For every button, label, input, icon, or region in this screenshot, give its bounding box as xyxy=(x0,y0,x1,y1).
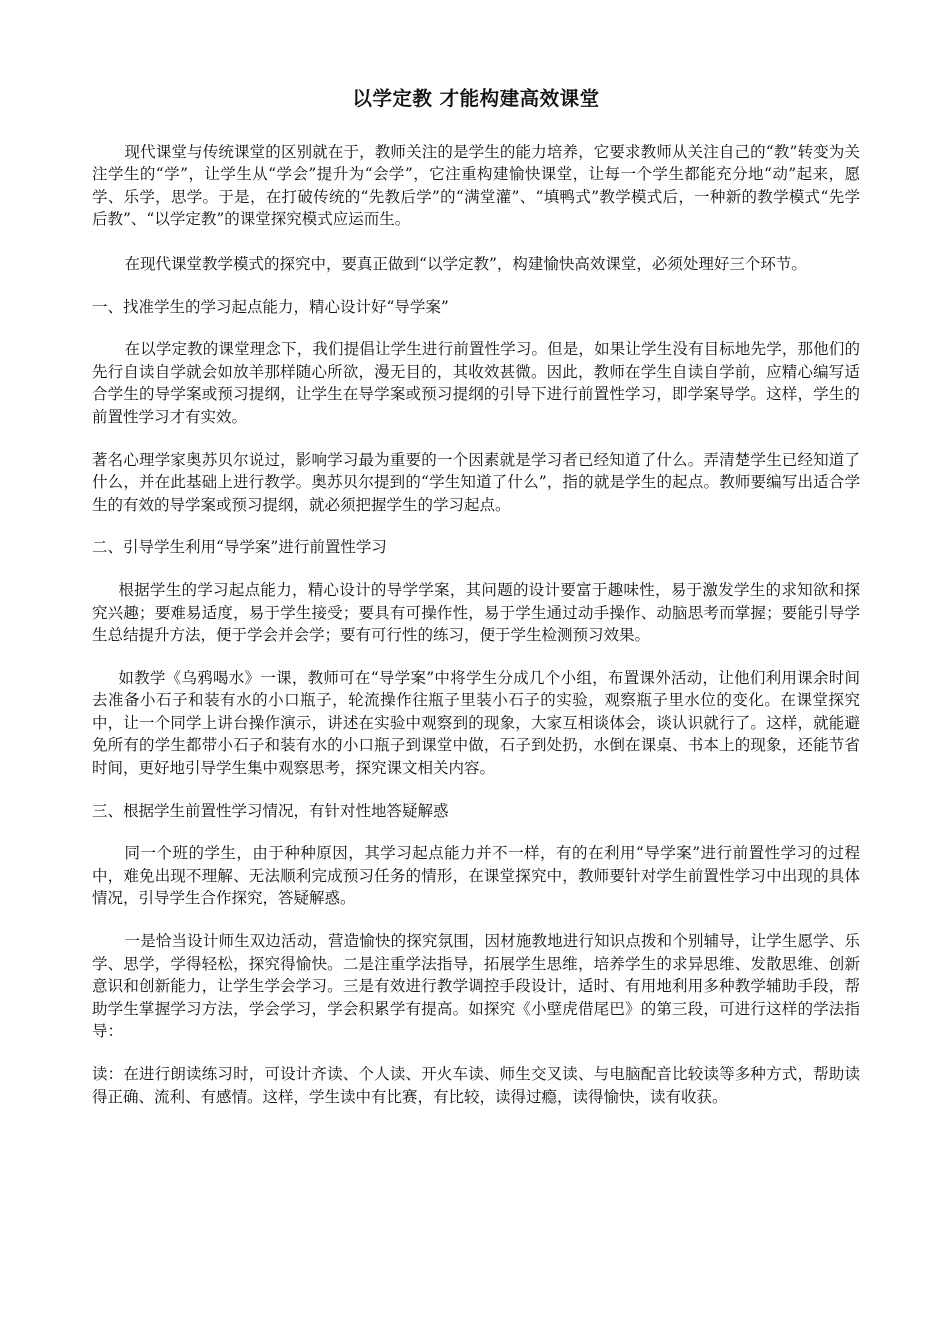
section-heading-3: 三、根据学生前置性学习情况，有针对性地答疑解惑 xyxy=(92,801,449,820)
section-heading-1: 一、找准学生的学习起点能力，精心设计好“导学案” xyxy=(92,297,449,316)
paragraph-three-links: 在现代课堂教学模式的探究中，要真正做到“以学定教”，构建愉快高效课堂，必须处理好三个环节。 xyxy=(124,254,807,273)
paragraph-reading: 读：在进行朗读练习时，可设计齐读、个人读、开火车读、师生交叉读、与电脑配音比较读等多种方式，帮助读得正确、流利、有感情。这样，学生读中有比赛，有比较，读得过瘾，读得愉快，读有收获。 xyxy=(92,1065,860,1106)
document-title: 以学定教 才能构建高效课堂 xyxy=(352,87,600,110)
section-heading-2: 二、引导学生利用“导学案”进行前置性学习 xyxy=(92,538,387,557)
paragraph-pre-study: 在以学定教的课堂理念下，我们提倡让学生进行前置性学习。但是，如果让学生没有目标地先学，那他们的先行自读自学就会如放羊那样随心所欲，漫无目的，其收效甚微。因此，教师在学生自读自学前，应精心编写适合学生的导学案或预习提纲，让学生在导学案或预习提纲的引导下进行前置性学习，即学案导学。这样，学生的前置性学习才有实效。 xyxy=(92,340,860,426)
paragraph-intro: 现代课堂与传统课堂的区别就在于，教师关注的是学生的能力培养，它要求教师从关注自己的“教”转变为关注学生的“学”，让学生从“学会”提升为“会学”，它注重构建愉快课堂，让每一个学生都能充分地“动”起来，愿学、乐学，思学。于是，在打破传统的“先教后学”的“满堂灌”、“填鸭式”教学模式后，一种新的教学模式“先学后教”、“以学定教”的课堂探究模式应运而生。 xyxy=(92,142,860,229)
paragraph-ausubel: 著名心理学家奥苏贝尔说过，影响学习最为重要的一个因素就是学习者已经知道了什么。弄清楚学生已经知道了什么，并在此基础上进行教学。奥苏贝尔提到的“学生知道了什么”，指的就是学生的起点。教师要编写出适合学生的有效的导学案或预习提纲，就必须把握学生的学习起点。 xyxy=(92,450,860,514)
paragraph-crow-example: 如教学《乌鸦喝水》一课，教师可在“导学案”中将学生分成几个小组，布置课外活动，让他们利用课余时间去准备小石子和装有水的小口瓶子，轮流操作往瓶子里装小石子的实验，观察瓶子里水位的变化。在课堂探究中，让一个同学上讲台操作演示，讲述在实验中观察到的现象，大家互相谈体会，谈认识就行了。这样，就能避免所有的学生都带小石子和装有水的小口瓶子到课堂中做，石子到处扔，水倒在课桌、书本上的现象，还能节省时间，更好地引导学生集中观察思考，探究课文相关内容。 xyxy=(92,668,860,778)
paragraph-study-plan-design: 根据学生的学习起点能力，精心设计的导学学案，其问题的设计要富于趣味性，易于激发学生的求知欲和探究兴趣；要难易适度，易于学生接受；要具有可操作性，易于学生通过动手操作、动脑思考而掌握；要能引导学生总结提升方法，便于学会并会学；要有可行性的练习，便于学生检测预习效果。 xyxy=(92,580,860,645)
paragraph-three-methods: 一是恰当设计师生双边活动，营造愉快的探究氛围，因材施教地进行知识点拨和个别辅导，让学生愿学、乐学、思学，学得轻松，探究得愉快。二是注重学法指导，拓展学生思维，培养学生的求异思维、发散思维、创新意识和创新能力，让学生学会学习。三是有效进行教学调控手段设计，适时、有用地利用多种教学辅助手段，帮助学生掌握学习方法，学会学习，学会积累学有提高。如探究《小壁虎借尾巴》的第三段，可进行这样的学法指导： xyxy=(92,932,860,1041)
paragraph-differences: 同一个班的学生，由于种种原因，其学习起点能力并不一样，有的在利用“导学案”进行前置性学习的过程中，难免出现不理解、无法顺利完成预习任务的情形，在课堂探究中，教师要针对学生前置性学习中出现的具体情况，引导学生合作探究，答疑解惑。 xyxy=(92,844,860,908)
document-page xyxy=(92,88,860,1108)
